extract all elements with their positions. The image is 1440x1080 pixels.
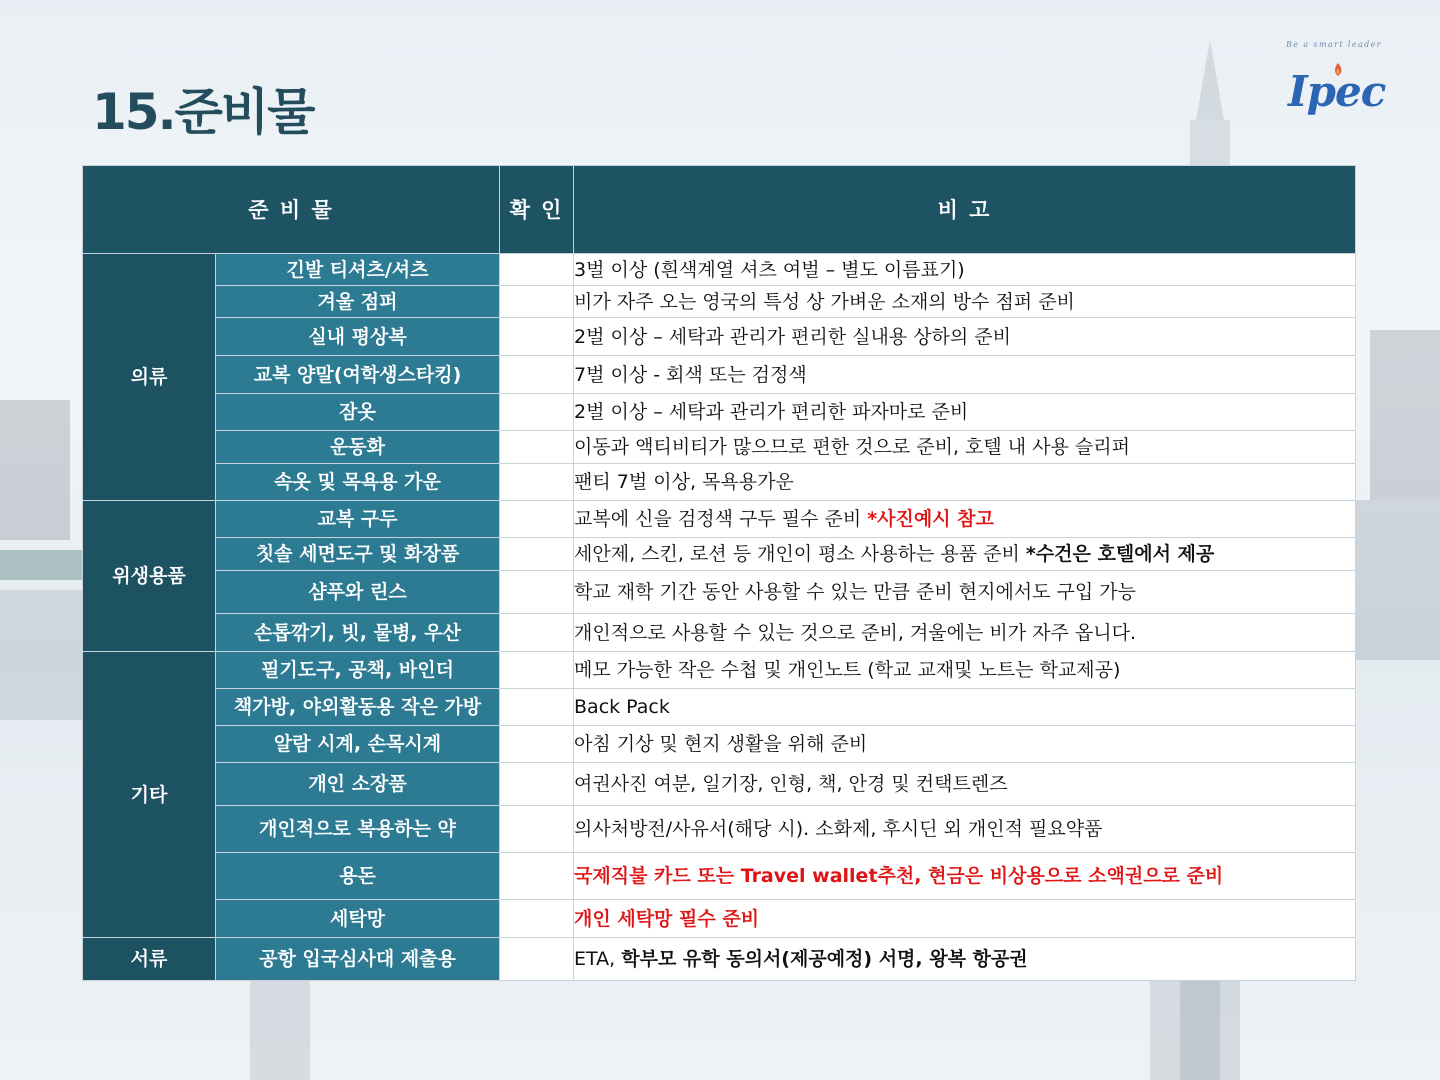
- item-name: 겨울 점퍼: [216, 286, 500, 318]
- item-name: 실내 평상복: [216, 318, 500, 356]
- table-row: [83, 900, 1356, 938]
- check-cell[interactable]: [500, 571, 574, 614]
- table-row: [83, 394, 1356, 431]
- check-cell[interactable]: [500, 689, 574, 726]
- table-row: [83, 431, 1356, 464]
- item-name: 잠옷: [216, 394, 500, 431]
- remark-text: 개인 세탁망 필수 준비: [574, 907, 760, 930]
- check-cell[interactable]: [500, 614, 574, 652]
- remark-text: 세안제, 스킨, 로션 등 개인이 평소 사용하는 용품 준비: [574, 543, 1026, 565]
- remark-cell: [574, 853, 1356, 900]
- remark-text: 비가 자주 오는 영국의 특성 상 가벼운 소재의 방수 점퍼 준비: [574, 290, 1075, 313]
- check-cell[interactable]: [500, 806, 574, 853]
- category-clothing: 의류: [83, 254, 216, 501]
- check-cell[interactable]: [500, 763, 574, 806]
- check-cell[interactable]: [500, 254, 574, 286]
- header-remark: 비 고: [574, 166, 1356, 254]
- remark-cell: [574, 726, 1356, 763]
- remark-cell: [574, 501, 1356, 538]
- remark-note: *사진예시 참고: [867, 508, 994, 530]
- table-row: [83, 501, 1356, 538]
- remark-cell: [574, 900, 1356, 938]
- item-name: 필기도구, 공책, 바인더: [216, 652, 500, 689]
- item-name: 샴푸와 린스: [216, 571, 500, 614]
- check-cell[interactable]: [500, 652, 574, 689]
- remark-note: 학부모 유학 동의서(제공예정) 서명, 왕복 항공권: [621, 948, 1028, 970]
- check-cell[interactable]: [500, 356, 574, 394]
- table-row: [83, 464, 1356, 501]
- item-name: 칫솔 세면도구 및 화장품: [216, 538, 500, 571]
- remark-note: *수건은 호텔에서 제공: [1025, 543, 1215, 565]
- remark-cell: [574, 356, 1356, 394]
- table-row: [83, 254, 1356, 286]
- remark-cell: [574, 938, 1356, 981]
- remark-text: 팬티 7벌 이상, 목욕용가운: [574, 471, 794, 493]
- page-title: 15.준비물: [92, 83, 314, 141]
- item-name: 용돈: [216, 853, 500, 900]
- header-item: 준 비 물: [83, 166, 500, 254]
- remark-cell: [574, 538, 1356, 571]
- item-name: 손톱깎기, 빗, 물병, 우산: [216, 614, 500, 652]
- remark-text: 메모 가능한 작은 수첩 및 개인노트 (학교 교재및 노트는 학교제공): [574, 659, 1121, 681]
- remark-cell: [574, 806, 1356, 853]
- item-name: 개인 소장품: [216, 763, 500, 806]
- remark-text: 7벌 이상 - 회색 또는 검정색: [574, 363, 807, 386]
- remark-text: 의사처방전/사유서(해당 시). 소화제, 후시딘 외 개인적 필요약품: [574, 818, 1103, 840]
- item-name: 교복 구두: [216, 501, 500, 538]
- table-row: [83, 689, 1356, 726]
- table-row: [83, 938, 1356, 981]
- remark-text: 아침 기상 및 현지 생활을 위해 준비: [574, 733, 868, 755]
- remark-text: 이동과 액티비티가 많으므로 편한 것으로 준비, 호텔 내 사용 슬리퍼: [574, 436, 1130, 458]
- remark-cell: [574, 318, 1356, 356]
- check-cell[interactable]: [500, 394, 574, 431]
- table-row: [83, 763, 1356, 806]
- remark-text: ETA,: [574, 948, 622, 970]
- check-cell[interactable]: [500, 726, 574, 763]
- table-row: [83, 726, 1356, 763]
- check-cell[interactable]: [500, 538, 574, 571]
- remark-cell: [574, 286, 1356, 318]
- remark-text: 2벌 이상 – 세탁과 관리가 편리한 실내용 상하의 준비: [574, 325, 1012, 348]
- item-name: 세탁망: [216, 900, 500, 938]
- item-name: 긴발 티셔츠/셔츠: [216, 254, 500, 286]
- remark-text: 여권사진 여분, 일기장, 인형, 책, 안경 및 컨택트렌즈: [574, 773, 1008, 795]
- table-row: [83, 853, 1356, 900]
- check-cell[interactable]: [500, 501, 574, 538]
- item-name: 속옷 및 목욕용 가운: [216, 464, 500, 501]
- preparation-table: [82, 165, 1356, 981]
- remark-text: 3벌 이상 (흰색계열 셔츠 여벌 – 별도 이름표기): [574, 258, 965, 281]
- building-silhouette: [1350, 330, 1440, 660]
- remark-text: 학교 재학 기간 동안 사용할 수 있는 만큼 준비 현지에서도 구입 가능: [574, 581, 1137, 603]
- remark-cell: [574, 254, 1356, 286]
- category-hygiene: 위생용품: [83, 501, 216, 652]
- header-check: 확 인: [500, 166, 574, 254]
- item-name: 교복 양말(여학생스타킹): [216, 356, 500, 394]
- item-name: 개인적으로 복용하는 약: [216, 806, 500, 853]
- item-name: 책가방, 야외활동용 작은 가방: [216, 689, 500, 726]
- remark-cell: [574, 394, 1356, 431]
- item-name: 공항 입국심사대 제출용: [216, 938, 500, 981]
- remark-cell: [574, 464, 1356, 501]
- logo-tagline: Be a smart leader: [1285, 40, 1383, 49]
- remark-cell: [574, 614, 1356, 652]
- reflection-silhouette: [200, 980, 1300, 1080]
- table-row: [83, 318, 1356, 356]
- category-etc: 기타: [83, 652, 216, 938]
- ipec-logo: [1274, 34, 1394, 124]
- table-row: [83, 356, 1356, 394]
- remark-cell: [574, 571, 1356, 614]
- check-cell[interactable]: [500, 431, 574, 464]
- table-row: [83, 538, 1356, 571]
- remark-cell: [574, 431, 1356, 464]
- table-row: [83, 652, 1356, 689]
- remark-cell: [574, 689, 1356, 726]
- table-row: [83, 614, 1356, 652]
- remark-text: 교복에 신을 검정색 구두 필수 준비: [574, 508, 868, 530]
- remark-text: 2벌 이상 – 세탁과 관리가 편리한 파자마로 준비: [574, 401, 969, 423]
- logo-wordmark: Ipec: [1288, 67, 1386, 116]
- remark-text: Back Pack: [574, 696, 670, 718]
- item-name: 알람 시계, 손목시계: [216, 726, 500, 763]
- check-cell[interactable]: [500, 286, 574, 318]
- remark-cell: [574, 652, 1356, 689]
- item-name: 운동화: [216, 431, 500, 464]
- bridge-silhouette: [0, 400, 90, 720]
- check-cell[interactable]: [500, 938, 574, 981]
- check-cell[interactable]: [500, 853, 574, 900]
- check-cell[interactable]: [500, 464, 574, 501]
- table-row: [83, 571, 1356, 614]
- table-row: [83, 806, 1356, 853]
- category-documents: 서류: [83, 938, 216, 981]
- remark-text: 개인적으로 사용할 수 있는 것으로 준비, 겨울에는 비가 자주 옵니다.: [574, 621, 1137, 644]
- remark-text: 국제직불 카드 또는 Travel wallet추천, 현금은 비상용으로 소액권으로 준비: [574, 865, 1224, 887]
- check-cell[interactable]: [500, 318, 574, 356]
- check-cell[interactable]: [500, 900, 574, 938]
- remark-cell: [574, 763, 1356, 806]
- table-row: [83, 286, 1356, 318]
- table-header-row: [83, 166, 1356, 254]
